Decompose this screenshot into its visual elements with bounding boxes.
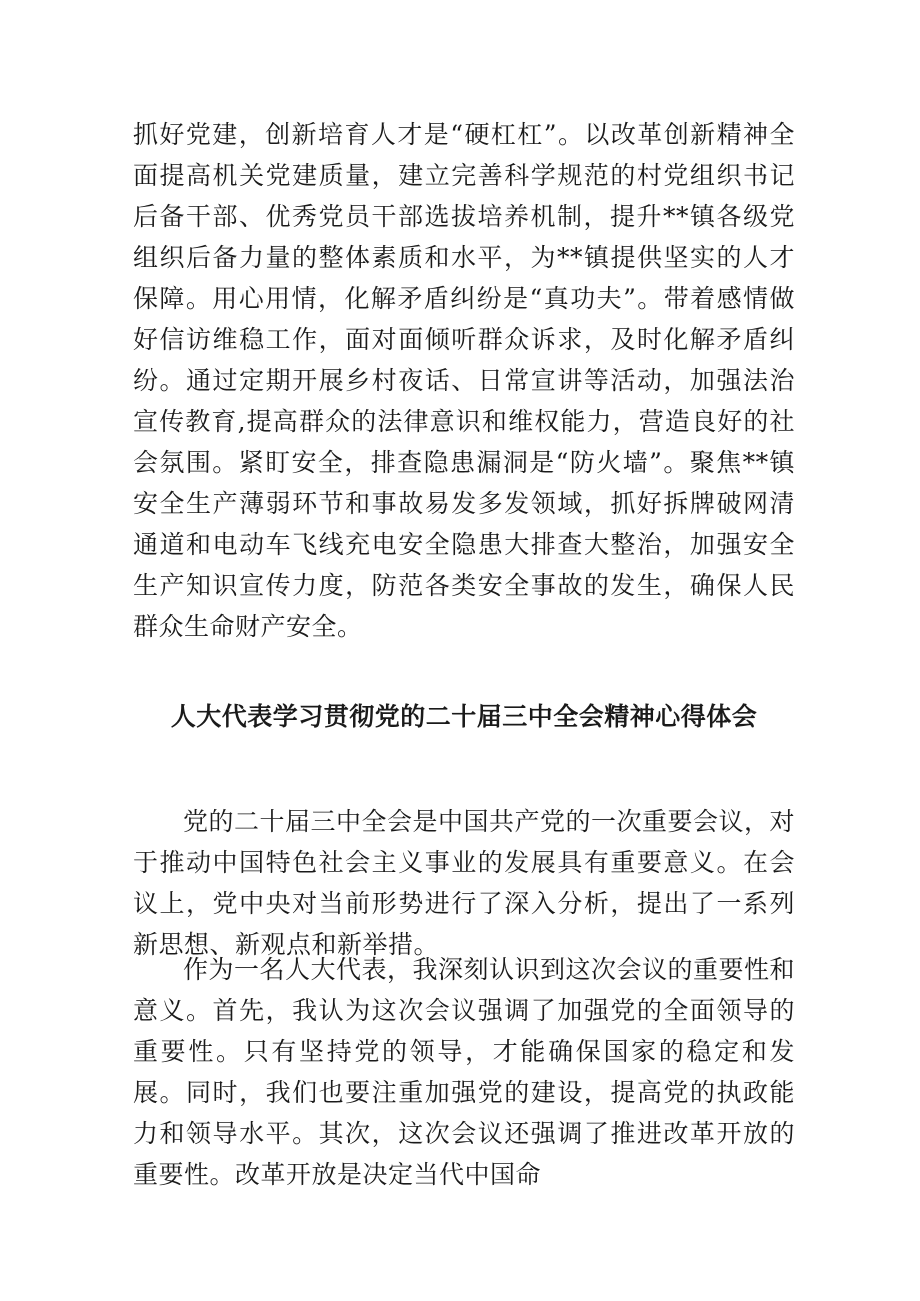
- body-paragraph-2: 作为一名人大代表，我深刻认识到这次会议的重要性和意义。首先，我认为这次会议强调了加强党的全面领导的重要性。只有坚持党的领导，才能确保国家的稳定和发展。同时，我们也要注重加强党的建设，提高党的执政能力和领导水平。其次，这次会议还强调了推进改革开放的重要性。改革开放是决定当代中国命: [133, 955, 796, 1189]
- section-title: 人大代表学习贯彻党的二十届三中全会精神心得体会: [170, 701, 758, 731]
- continued-paragraph: 抓好党建，创新培育人才是“硬杠杠”。以改革创新精神全面提高机关党建质量，建立完善科学规范的村党组织书记后备干部、优秀党员干部选拔培养机制，提升**镇各级党组织后备力量的整体素质和水平，为**镇提供坚实的人才保障。用心用情，化解矛盾纠纷是“真功夫”。带着感情做好信访维稳工作，面对面倾听群众诉求，及时化解矛盾纠纷。通过定期开展乡村夜话、日常宣讲等活动，加强法治宣传教育,提高群众的法律意识和维权能力，营造良好的社会氛围。紧盯安全，排查隐患漏洞是“防火墙”。聚焦**镇安全生产薄弱环节和事故易发多发领域，抓好拆牌破网清通道和电动车飞线充电安全隐患大排查大整治，加强安全生产知识宣传力度，防范各类安全事故的发生，确保人民群众生命财产安全。: [133, 120, 795, 641]
- body-paragraph-1: 党的二十届三中全会是中国共产党的一次重要会议，对于推动中国特色社会主义事业的发展具有重要意义。在会议上，党中央对当前形势进行了深入分析，提出了一系列新思想、新观点和新举措。: [133, 807, 796, 959]
